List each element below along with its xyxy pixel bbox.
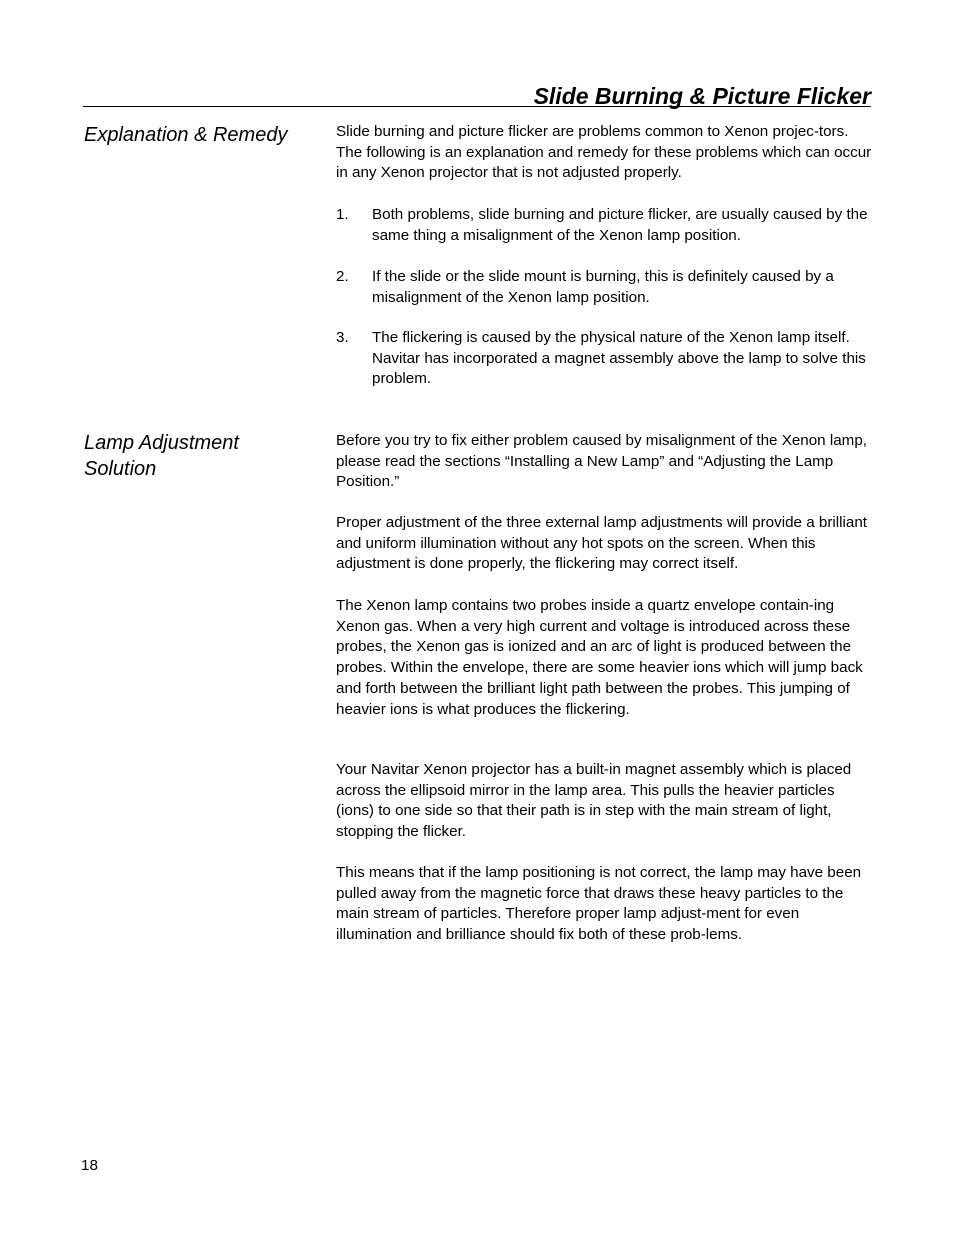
paragraph [336, 863, 873, 946]
paragraph-text: Proper adjustment of the three external lamp adjustments will provide a brilliant and uniform illumination without any hot spots on the screen. When this adjustment is done properly, the flickering may correct itself. [336, 514, 867, 573]
list-item [336, 205, 873, 246]
heading-line: Lamp Adjustment [84, 432, 239, 454]
list-text: The flickering is caused by the physical nature of the Xenon lamp itself. Navitar has incorporated a magnet assembly above the lamp to solve this problem. [372, 329, 866, 388]
paragraph-text: Before you try to fix either problem caused by misalignment of the Xenon lamp, please read the sections “Installing a New Lamp” and “Adjusting the Lamp Position.” [336, 432, 867, 491]
list-text: If the slide or the slide mount is burning, this is definitely caused by a misalignment of the Xenon lamp position. [372, 268, 834, 306]
section-heading-explanation: Explanation & Remedy [84, 124, 288, 146]
list-text: Both problems, slide burning and picture flicker, are usually caused by the same thing a misalignment of the Xenon lamp position. [372, 206, 868, 244]
page-number: 18 [81, 1157, 98, 1174]
header-rule [83, 106, 871, 107]
list-number: 3. [336, 329, 349, 346]
paragraph [336, 760, 873, 843]
heading-line: Solution [84, 458, 157, 480]
paragraph-text: This means that if the lamp positioning is not correct, the lamp may have been pulled away from the magnetic force that draws these heavy particles to the main stream of particles. Therefore proper lamp adjust-ment for even illumination and brilliance should fix both of these prob-lems. [336, 864, 862, 944]
list-item [336, 267, 873, 308]
paragraph [336, 431, 873, 493]
paragraph-text: The Xenon lamp contains two probes inside a quartz envelope contain-ing Xenon gas. When a very high current and voltage is introduced across these probes, the Xenon gas is ionized and an arc of light is produced between the probes. Within the envelope, there are some heavier ions which will jump back and forth between the brilliant light path between the probes. This jumping of heavier ions is what produces the flickering. [336, 597, 863, 718]
paragraph [336, 596, 873, 720]
list-item [336, 328, 873, 390]
page-title: Slide Burning & Picture Flicker [533, 83, 871, 109]
intro-text: Slide burning and picture flicker are problems common to Xenon projec-tors. The following is an explanation and remedy for these problems which can occur in any Xenon projector that is not adjusted properly. [336, 123, 872, 182]
section-heading-lamp-adjustment [84, 430, 324, 482]
paragraph-text: Your Navitar Xenon projector has a built-in magnet assembly which is placed across the ellipsoid mirror in the lamp area. This pulls the heavier particles (ions) to one side so that their path is in step with the main stream of light, stopping the flicker. [336, 761, 852, 841]
paragraph [336, 513, 873, 575]
intro-paragraph [336, 122, 873, 184]
list-number: 1. [336, 206, 349, 223]
list-number: 2. [336, 268, 349, 285]
